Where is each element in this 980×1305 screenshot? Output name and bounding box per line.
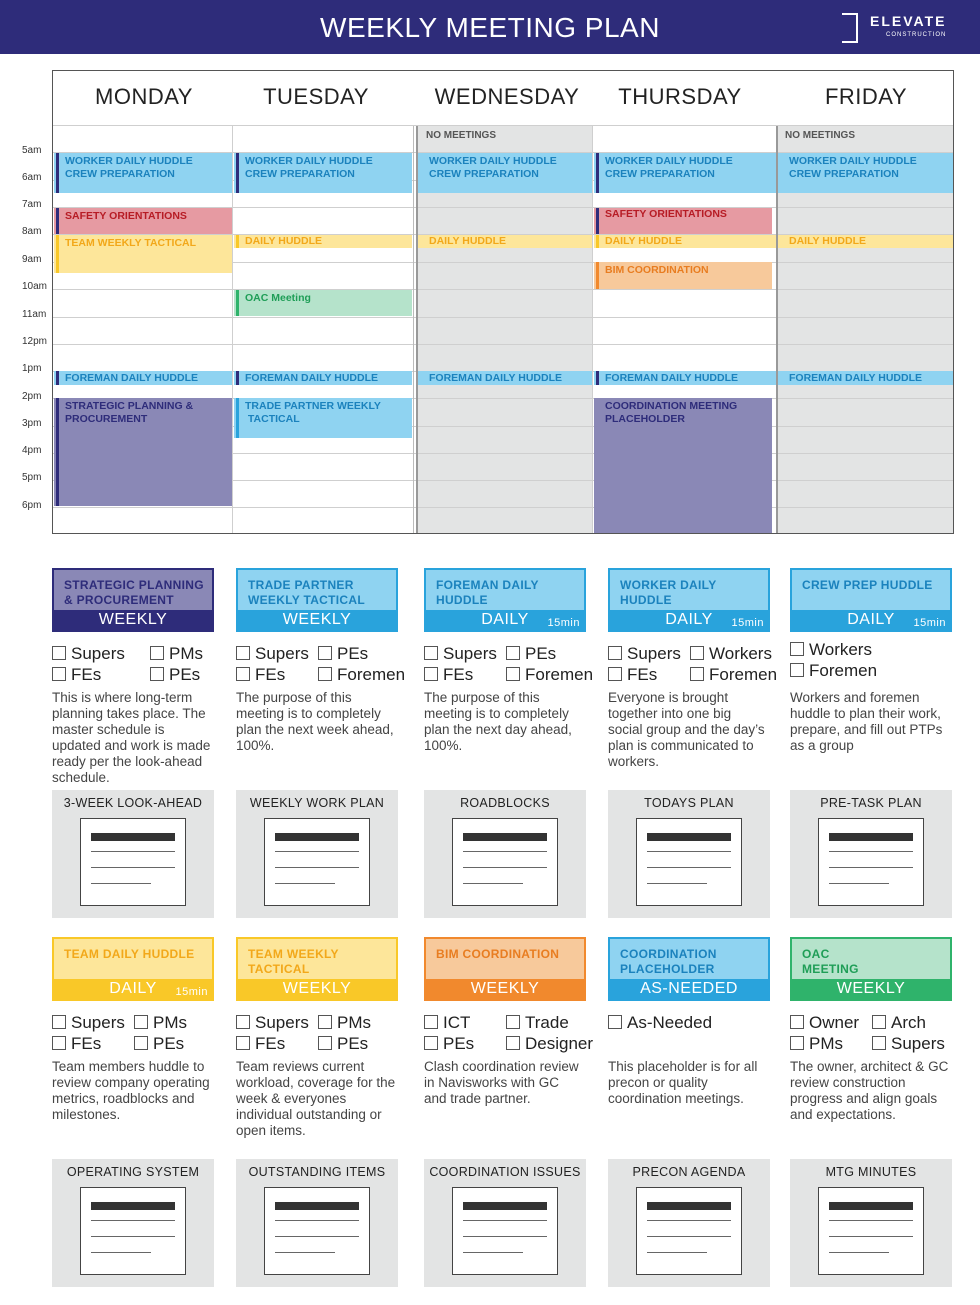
time-label: 12pm — [22, 336, 48, 347]
grid-col-line — [413, 126, 414, 533]
artifact-panel — [52, 1159, 214, 1287]
event-safety-orientations[interactable]: SAFETY ORIENTATIONS — [594, 208, 772, 234]
event-strategic-planning[interactable]: STRATEGIC PLANNING & PROCUREMENT — [54, 398, 232, 506]
attendee-checkbox[interactable] — [52, 644, 125, 664]
artifact-line — [91, 1202, 175, 1210]
artifact-line — [275, 1220, 359, 1221]
artifact-illustration-icon — [452, 818, 558, 906]
checkbox-icon — [52, 1036, 66, 1050]
artifact-line — [647, 883, 707, 884]
checkbox-label: Foremen — [525, 665, 594, 684]
attendee-checkbox[interactable] — [424, 644, 497, 664]
meeting-card-header — [52, 568, 214, 632]
grid-row-line — [53, 289, 953, 290]
meeting-duration: 15min — [175, 986, 208, 998]
checkbox-icon — [506, 667, 520, 681]
time-label: 11am — [22, 309, 47, 320]
artifact-line — [91, 867, 175, 868]
checkbox-label: Arch — [891, 1013, 926, 1032]
artifact-panel — [424, 1159, 586, 1287]
grid-row-line — [53, 344, 953, 345]
logo-sub: CONSTRUCTION — [886, 32, 947, 38]
meeting-card-header — [608, 568, 770, 632]
artifact-line — [647, 833, 731, 841]
meeting-frequency: AS-NEEDED — [640, 980, 738, 997]
artifact-caption: MTG MINUTES — [825, 1165, 917, 1179]
checkbox-icon — [150, 646, 164, 660]
attendee-checkbox[interactable] — [608, 665, 657, 685]
checkbox-label: Foremen — [809, 661, 878, 680]
artifact-illustration-icon — [264, 1187, 370, 1275]
meeting-frequency-band — [54, 610, 212, 630]
checkbox-icon — [424, 646, 438, 660]
artifact-line — [91, 1220, 175, 1221]
checkbox-label: PEs — [443, 1034, 475, 1053]
artifact-caption: PRE-TASK PLAN — [820, 796, 922, 810]
artifact-line — [829, 867, 913, 868]
attendee-checkbox[interactable] — [872, 1034, 945, 1054]
attendee-checkbox[interactable] — [134, 1034, 184, 1054]
meeting-description: Team members huddle to review company operating metrics, roadblocks and milestones. — [52, 1059, 210, 1122]
meeting-frequency: WEEKLY — [470, 980, 540, 997]
meeting-card-title: TEAM WEEKLY TACTICAL — [248, 947, 339, 976]
checkbox-label: Supers — [891, 1034, 945, 1053]
checkbox-icon — [790, 1015, 804, 1029]
meeting-card-header — [790, 568, 952, 632]
meeting-frequency: WEEKLY — [282, 611, 352, 628]
checkbox-label: FEs — [255, 1034, 286, 1053]
checkbox-icon — [690, 667, 704, 681]
meeting-card-header — [608, 937, 770, 1001]
artifact-illustration-icon — [818, 1187, 924, 1275]
event-safety-orientations[interactable]: SAFETY ORIENTATIONS — [54, 208, 232, 234]
checkbox-label: PEs — [525, 644, 557, 663]
event-foreman-huddle[interactable]: FOREMAN DAILY HUDDLE — [234, 371, 412, 385]
checkbox-label: PMs — [809, 1034, 843, 1053]
checkbox-icon — [318, 1015, 332, 1029]
meeting-card-header — [790, 937, 952, 1001]
attendee-checkbox[interactable] — [424, 665, 473, 685]
meeting-card-title: OAC MEETING — [802, 947, 859, 976]
checkbox-label: Foremen — [337, 665, 406, 684]
checkbox-label: Supers — [443, 644, 497, 663]
attendee-checkbox[interactable] — [52, 665, 101, 685]
artifact-line — [463, 1252, 523, 1253]
attendee-checkbox[interactable] — [52, 1013, 125, 1033]
checkbox-label: PMs — [153, 1013, 187, 1032]
artifact-line — [275, 1252, 335, 1253]
meeting-frequency: WEEKLY — [98, 611, 168, 628]
attendee-checkbox[interactable] — [236, 1034, 285, 1054]
meeting-frequency: DAILY — [109, 980, 157, 997]
checkbox-label: PEs — [169, 665, 201, 684]
artifact-line — [829, 1202, 913, 1210]
checkbox-icon — [790, 642, 804, 656]
artifact-line — [647, 1252, 707, 1253]
checkbox-icon — [424, 667, 438, 681]
checkbox-label: Supers — [627, 644, 681, 663]
event-foreman-huddle[interactable]: FOREMAN DAILY HUDDLE — [418, 371, 592, 385]
logo-brand: ELEVATE — [870, 13, 947, 29]
meeting-card-header — [424, 937, 586, 1001]
checkbox-icon — [236, 1015, 250, 1029]
event-oac-meeting[interactable]: OAC Meeting — [234, 290, 412, 316]
meeting-card-header — [52, 937, 214, 1001]
meeting-frequency: DAILY — [481, 611, 529, 628]
checkbox-icon — [424, 1015, 438, 1029]
attendee-checkbox[interactable] — [506, 665, 593, 685]
checkbox-label: FEs — [71, 1034, 102, 1053]
meeting-description: Workers and foremen huddle to plan their work, prepare, and fill out PTPs as a group — [790, 690, 943, 753]
artifact-line — [275, 867, 359, 868]
checkbox-label: As-Needed — [627, 1013, 713, 1032]
time-label: 6pm — [22, 500, 42, 511]
day-wednesday: WEDNESDAY — [434, 84, 580, 109]
event-daily-huddle[interactable]: DAILY HUDDLE — [594, 235, 776, 248]
artifact-illustration-icon — [636, 818, 742, 906]
attendee-checkbox[interactable] — [318, 1013, 371, 1033]
artifact-caption: ROADBLOCKS — [460, 796, 550, 810]
artifact-line — [275, 1202, 359, 1210]
attendee-checkbox[interactable] — [424, 1013, 470, 1033]
meeting-card-title: BIM COORDINATION — [436, 947, 560, 961]
artifact-caption: 3-WEEK LOOK-AHEAD — [63, 796, 203, 810]
artifact-line — [829, 883, 889, 884]
meeting-frequency-band — [238, 610, 396, 630]
event-daily-huddle[interactable]: DAILY HUDDLE — [778, 235, 953, 248]
checkbox-icon — [790, 1036, 804, 1050]
artifact-line — [463, 867, 547, 868]
checkbox-label: Workers — [709, 644, 772, 663]
event-bim-coordination[interactable]: BIM COORDINATION — [594, 262, 772, 289]
no-meetings-fri: NO MEETINGS — [785, 130, 856, 141]
artifact-line — [91, 883, 151, 884]
meeting-description: Team reviews current workload, coverage for the week & everyones individual outstanding or open items. — [236, 1059, 396, 1138]
attendee-checkbox[interactable] — [150, 644, 203, 664]
artifact-line — [275, 1236, 359, 1237]
artifact-line — [647, 1202, 731, 1210]
artifact-line — [829, 1220, 913, 1221]
meeting-description: This is where long-term planning takes place. The master schedule is updated and work is made ready per the look-ahead schedule. — [52, 690, 211, 785]
artifact-illustration-icon — [452, 1187, 558, 1275]
attendee-checkbox[interactable] — [608, 644, 681, 664]
time-label: 6am — [22, 172, 42, 183]
time-label: 7am — [22, 199, 42, 210]
checkbox-label: FEs — [443, 665, 474, 684]
artifact-panel — [52, 790, 214, 918]
artifact-illustration-icon — [818, 818, 924, 906]
event-team-weekly-tactical[interactable]: TEAM WEEKLY TACTICAL — [54, 235, 232, 273]
time-label: 3pm — [22, 418, 42, 429]
event-foreman-huddle[interactable]: FOREMAN DAILY HUDDLE — [54, 371, 232, 385]
artifact-illustration-icon — [80, 1187, 186, 1275]
grid-col-line — [592, 126, 593, 533]
checkbox-label: Workers — [809, 640, 872, 659]
day-thursday: THURSDAY — [618, 84, 742, 109]
checkbox-label: Supers — [71, 1013, 125, 1032]
event-worker-huddle[interactable]: WORKER DAILY HUDDLE CREW PREPARATION — [778, 153, 953, 193]
meeting-frequency-band — [426, 610, 584, 630]
attendee-checkbox[interactable] — [236, 644, 309, 664]
attendee-checkbox[interactable] — [690, 644, 772, 664]
checkbox-icon — [872, 1015, 886, 1029]
event-worker-huddle[interactable]: WORKER DAILY HUDDLE CREW PREPARATION — [594, 153, 776, 193]
checkbox-icon — [608, 667, 622, 681]
artifact-panel — [424, 790, 586, 918]
checkbox-label: PMs — [169, 644, 203, 663]
meeting-card-title: TRADE PARTNER WEEKLY TACTICAL — [248, 578, 365, 607]
artifact-line — [647, 851, 731, 852]
checkbox-label: FEs — [255, 665, 286, 684]
artifact-illustration-icon — [636, 1187, 742, 1275]
artifact-line — [91, 833, 175, 841]
meeting-description: This placeholder is for all precon or quality coordination meetings. — [608, 1059, 758, 1106]
artifact-line — [463, 851, 547, 852]
checkbox-icon — [52, 646, 66, 660]
checkbox-icon — [236, 667, 250, 681]
meeting-card-header — [236, 568, 398, 632]
artifact-line — [91, 1236, 175, 1237]
meeting-card-title: TEAM DAILY HUDDLE — [64, 947, 195, 961]
checkbox-label: Owner — [809, 1013, 860, 1032]
artifact-line — [647, 1236, 731, 1237]
artifact-line — [275, 851, 359, 852]
artifact-panel — [790, 1159, 952, 1287]
checkbox-icon — [608, 1015, 622, 1029]
meeting-card-title: COORDINATION PLACEHOLDER — [620, 947, 717, 976]
checkbox-label: ICT — [443, 1013, 471, 1032]
checkbox-label: Trade — [525, 1013, 569, 1032]
event-daily-huddle[interactable]: DAILY HUDDLE — [234, 235, 412, 248]
meeting-card-title: CREW PREP HUDDLE — [802, 578, 933, 592]
time-label: 9am — [22, 254, 42, 265]
artifact-panel — [608, 790, 770, 918]
artifact-caption: PRECON AGENDA — [632, 1165, 746, 1179]
grid-col-line — [232, 126, 233, 533]
time-label: 5pm — [22, 472, 42, 483]
checkbox-label: PEs — [153, 1034, 185, 1053]
time-label: 5am — [22, 145, 42, 156]
meeting-frequency-band — [54, 979, 212, 999]
artifact-panel — [236, 790, 398, 918]
time-label: 10am — [22, 281, 48, 292]
attendee-checkbox[interactable] — [872, 1013, 926, 1033]
attendee-checkbox[interactable] — [424, 1034, 474, 1054]
attendee-checkbox[interactable] — [52, 1034, 101, 1054]
meeting-frequency: DAILY — [847, 611, 895, 628]
event-foreman-huddle[interactable]: FOREMAN DAILY HUDDLE — [778, 371, 953, 385]
attendee-checkbox[interactable] — [506, 644, 556, 664]
time-label: 4pm — [22, 445, 42, 456]
event-worker-huddle[interactable]: WORKER DAILY HUDDLE CREW PREPARATION — [54, 153, 232, 193]
artifact-illustration-icon — [80, 818, 186, 906]
time-label: 1pm — [22, 363, 42, 374]
attendee-checkbox[interactable] — [236, 665, 285, 685]
meeting-card-header — [236, 937, 398, 1001]
grid-row-line — [53, 317, 953, 318]
event-worker-huddle[interactable]: WORKER DAILY HUDDLE CREW PREPARATION — [234, 153, 412, 193]
meeting-description: Clash coordination review in Navisworks with GC and trade partner. — [424, 1059, 579, 1106]
meeting-frequency-band — [792, 610, 950, 630]
meeting-description: The purpose of this meeting is to completely plan the next week ahead, 100%. — [236, 690, 394, 753]
checkbox-label: FEs — [71, 665, 102, 684]
no-meetings-wed: NO MEETINGS — [426, 130, 497, 141]
artifact-line — [463, 1220, 547, 1221]
event-daily-huddle[interactable]: DAILY HUDDLE — [418, 235, 592, 248]
attendee-checkbox[interactable] — [506, 1013, 569, 1033]
checkbox-icon — [506, 1015, 520, 1029]
artifact-line — [91, 1252, 151, 1253]
event-worker-huddle[interactable]: WORKER DAILY HUDDLE CREW PREPARATION — [418, 153, 592, 193]
meeting-card-header — [424, 568, 586, 632]
checkbox-icon — [236, 1036, 250, 1050]
attendee-checkbox[interactable] — [134, 1013, 187, 1033]
elevate-logo — [842, 11, 962, 45]
artifact-line — [647, 867, 731, 868]
artifact-caption: TODAYS PLAN — [644, 796, 734, 810]
meeting-description: The owner, architect & GC review construction progress and align goals and expectations. — [790, 1059, 949, 1122]
artifact-line — [275, 833, 359, 841]
artifact-line — [91, 851, 175, 852]
artifact-panel — [790, 790, 952, 918]
attendee-checkbox[interactable] — [236, 1013, 309, 1033]
artifact-line — [829, 833, 913, 841]
artifact-caption: OUTSTANDING ITEMS — [248, 1165, 386, 1179]
checkbox-label: PMs — [337, 1013, 371, 1032]
day-monday: MONDAY — [95, 84, 193, 109]
checkbox-icon — [134, 1015, 148, 1029]
artifact-caption: COORDINATION ISSUES — [429, 1165, 581, 1179]
event-trade-partner-tactical[interactable]: TRADE PARTNER WEEKLY TACTICAL — [234, 398, 412, 438]
meeting-duration: 15min — [547, 617, 580, 629]
artifact-line — [829, 1236, 913, 1237]
artifact-line — [275, 883, 335, 884]
attendee-checkbox[interactable] — [318, 1034, 368, 1054]
artifact-panel — [608, 1159, 770, 1287]
event-foreman-huddle[interactable]: FOREMAN DAILY HUDDLE — [594, 371, 776, 385]
attendee-checkbox[interactable] — [608, 1013, 712, 1033]
checkbox-icon — [236, 646, 250, 660]
meeting-card-title: STRATEGIC PLANNING & PROCUREMENT — [64, 578, 204, 607]
attendee-checkbox[interactable] — [790, 1034, 843, 1054]
checkbox-label: PEs — [337, 644, 369, 663]
logo-mark-icon — [842, 13, 858, 43]
attendee-checkbox[interactable] — [150, 665, 200, 685]
artifact-caption: OPERATING SYSTEM — [66, 1165, 200, 1179]
checkbox-label: Designer — [525, 1034, 594, 1053]
artifact-caption: WEEKLY WORK PLAN — [249, 796, 385, 810]
event-coordination-placeholder[interactable]: COORDINATION MEETING PLACEHOLDER — [594, 398, 772, 533]
checkbox-label: FEs — [627, 665, 658, 684]
checkbox-icon — [506, 1036, 520, 1050]
checkbox-label: Supers — [71, 644, 125, 663]
time-label: 2pm — [22, 391, 42, 402]
meeting-frequency: WEEKLY — [836, 980, 906, 997]
meeting-frequency-band — [238, 979, 396, 999]
checkbox-icon — [52, 667, 66, 681]
checkbox-icon — [506, 646, 520, 660]
meeting-frequency-band — [610, 979, 768, 999]
artifact-illustration-icon — [264, 818, 370, 906]
artifact-line — [463, 1236, 547, 1237]
attendee-checkbox[interactable] — [690, 665, 777, 685]
day-tuesday: TUESDAY — [263, 84, 369, 109]
meeting-frequency-band — [610, 610, 768, 630]
meeting-frequency: DAILY — [665, 611, 713, 628]
checkbox-icon — [318, 667, 332, 681]
checkbox-icon — [424, 1036, 438, 1050]
checkbox-icon — [150, 667, 164, 681]
meeting-frequency-band — [792, 979, 950, 999]
checkbox-label: Foremen — [709, 665, 778, 684]
artifact-line — [647, 1220, 731, 1221]
attendee-checkbox[interactable] — [318, 644, 368, 664]
checkbox-icon — [318, 1036, 332, 1050]
meeting-description: The purpose of this meeting is to completely plan the next day ahead, 100%. — [424, 690, 572, 753]
meeting-frequency-band — [426, 979, 584, 999]
artifact-panel — [236, 1159, 398, 1287]
checkbox-icon — [872, 1036, 886, 1050]
meeting-description: Everyone is brought together into one big social group and the day’s plan is communicated to workers. — [608, 690, 765, 769]
artifact-line — [829, 1252, 889, 1253]
attendee-checkbox[interactable] — [790, 640, 872, 660]
page-title: WEEKLY MEETING PLAN — [320, 12, 660, 43]
checkbox-icon — [134, 1036, 148, 1050]
grid-row-line — [53, 125, 953, 126]
day-friday: FRIDAY — [824, 84, 908, 109]
artifact-line — [463, 833, 547, 841]
attendee-checkbox[interactable] — [790, 661, 877, 681]
meeting-duration: 15min — [731, 617, 764, 629]
meeting-card-title: FOREMAN DAILY HUDDLE — [436, 578, 539, 607]
checkbox-label: Supers — [255, 644, 309, 663]
meeting-card-title: WORKER DAILY HUDDLE — [620, 578, 717, 607]
checkbox-icon — [608, 646, 622, 660]
checkbox-icon — [318, 646, 332, 660]
meeting-frequency: WEEKLY — [282, 980, 352, 997]
meeting-duration: 15min — [913, 617, 946, 629]
checkbox-icon — [52, 1015, 66, 1029]
attendee-checkbox[interactable] — [790, 1013, 859, 1033]
checkbox-icon — [690, 646, 704, 660]
time-label: 8am — [22, 226, 42, 237]
grid-row-line — [53, 507, 953, 508]
checkbox-label: Supers — [255, 1013, 309, 1032]
checkbox-icon — [790, 663, 804, 677]
artifact-line — [829, 851, 913, 852]
attendee-checkbox[interactable] — [318, 665, 405, 685]
attendee-checkbox[interactable] — [506, 1034, 593, 1054]
artifact-line — [463, 1202, 547, 1210]
artifact-line — [463, 883, 523, 884]
checkbox-label: PEs — [337, 1034, 369, 1053]
